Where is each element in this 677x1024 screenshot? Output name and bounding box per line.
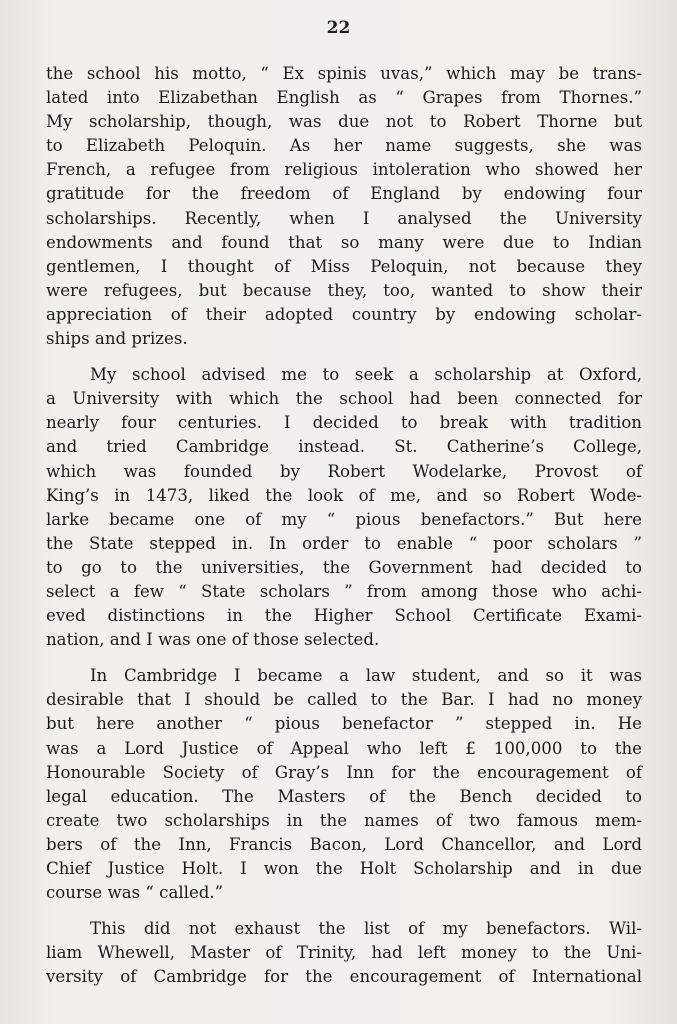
text-line: Honourable Society of Gray’s Inn for the encouragement of	[46, 762, 642, 782]
text-line: French, a refugee from religious intoleration who showed her	[46, 160, 642, 180]
text-line: In Cambridge I became a law student, and so it was	[90, 666, 642, 686]
text-line: course was “ called.”	[46, 883, 224, 903]
text-line: and tried Cambridge instead. St. Catherine’s College,	[46, 437, 642, 457]
text-line: eved distinctions in the Higher School Certificate Exami-	[46, 606, 642, 626]
text-line: but here another “ pious benefactor ” stepped in. He	[46, 714, 642, 734]
text-line: were refugees, but because they, too, wanted to show their	[46, 280, 642, 300]
text-line: My school advised me to seek a scholarship at Oxford,	[90, 365, 642, 385]
text-line: endowments and found that so many were due to Indian	[46, 232, 642, 252]
text-line: select a few “ State scholars ” from among those who achi-	[46, 581, 642, 601]
text-line: ships and prizes.	[46, 329, 188, 349]
paragraph-1	[46, 62, 642, 351]
text-line: desirable that I should be called to the Bar. I had no money	[46, 690, 642, 710]
text-line: gentlemen, I thought of Miss Peloquin, not because they	[46, 256, 642, 276]
text-line: to Elizabeth Peloquin. As her name suggests, she was	[46, 136, 642, 156]
text-line: create two scholarships in the names of two famous mem-	[46, 810, 642, 830]
text-line: to go to the universities, the Government had decided to	[46, 557, 642, 577]
paragraph-2	[46, 363, 642, 652]
text-line: lated into Elizabethan English as “ Grapes from Thornes.”	[46, 88, 642, 108]
text-line: appreciation of their adopted country by endowing scholar-	[46, 304, 642, 324]
text-line: which was founded by Robert Wodelarke, Provost of	[46, 461, 642, 481]
paragraph-4	[46, 917, 642, 989]
text-line: versity of Cambridge for the encouragement of International	[46, 967, 642, 987]
text-line: nation, and I was one of those selected.	[46, 630, 380, 650]
text-line: larke became one of my “ pious benefactors.” But here	[46, 509, 642, 529]
text-line: liam Whewell, Master of Trinity, had left money to the Uni-	[46, 943, 642, 963]
text-line: My scholarship, though, was due not to Robert Thorne but	[46, 112, 642, 132]
text-line: the State stepped in. In order to enable “ poor scholars ”	[46, 533, 642, 553]
text-line: This did not exhaust the list of my benefactors. Wil-	[90, 919, 642, 939]
text-line: the school his motto, “ Ex spinis uvas,” which may be trans-	[46, 64, 642, 83]
text-line: nearly four centuries. I decided to break with tradition	[46, 413, 642, 433]
text-line: King’s in 1473, liked the look of me, and so Robert Wode-	[46, 485, 642, 505]
text-line: scholarships. Recently, when I analysed the University	[46, 208, 642, 228]
text-line: Chief Justice Holt. I won the Holt Scholarship and in due	[46, 859, 642, 878]
text-line: legal education. The Masters of the Bench decided to	[46, 786, 642, 806]
body-text	[46, 62, 642, 989]
text-line: bers of the Inn, Francis Bacon, Lord Chancellor, and Lord	[46, 834, 642, 854]
paragraph-3	[46, 664, 642, 905]
text-line: was a Lord Justice of Appeal who left £ 100,000 to the	[46, 738, 642, 758]
page-number: 22	[326, 18, 351, 38]
text-line: a University with which the school had been connected for	[46, 389, 642, 409]
text-line: gratitude for the freedom of England by endowing four	[46, 184, 642, 204]
